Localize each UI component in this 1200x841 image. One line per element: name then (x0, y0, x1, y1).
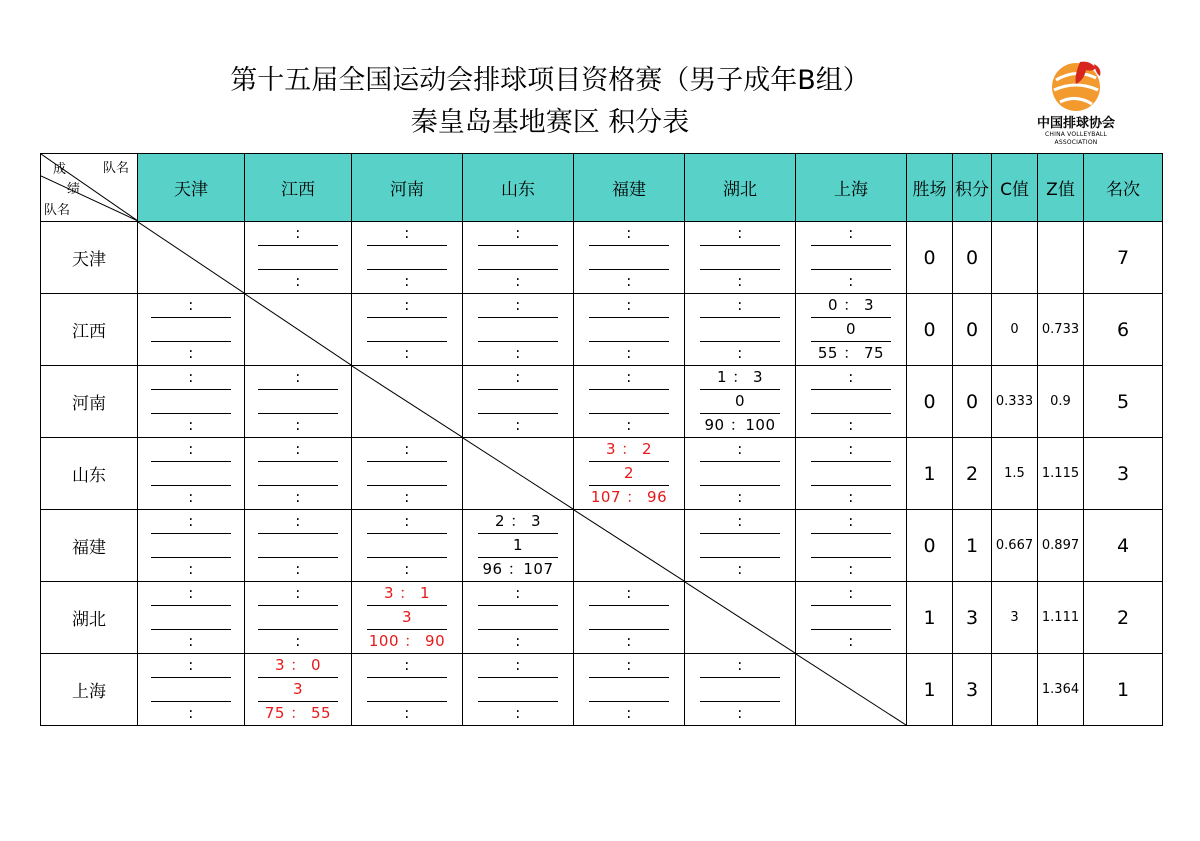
match-sets: 3 ： 0 (258, 654, 338, 678)
match-cell (685, 222, 796, 294)
match-points (151, 534, 231, 558)
column-header-stat: 名次 (1084, 154, 1163, 222)
match-result (258, 366, 338, 437)
table-row (41, 654, 1163, 726)
row-header-team: 福建 (41, 510, 138, 582)
match-score: : (737, 272, 743, 290)
match-score: 96 ：107 (482, 560, 554, 578)
column-header-team: 山东 (463, 154, 574, 222)
match-score: 75 ： 55 (264, 704, 332, 722)
match-cell (463, 366, 574, 438)
match-cell (138, 654, 245, 726)
z-value: 0.9 (1038, 366, 1084, 438)
table-row (41, 582, 1163, 654)
match-sets: : (811, 438, 891, 462)
c-value: 0 (992, 294, 1038, 366)
match-cell (685, 510, 796, 582)
column-header-stat: 积分 (953, 154, 992, 222)
match-sets: : (151, 654, 231, 678)
match-points: 3 (367, 606, 447, 630)
corner-header (41, 154, 138, 222)
c-value: 1.5 (992, 438, 1038, 510)
match-cell (463, 294, 574, 366)
match-result (258, 222, 338, 293)
wins-value: 0 (907, 222, 953, 294)
match-score: : (295, 272, 301, 290)
match-sets: : (258, 510, 338, 534)
match-score: : (188, 488, 194, 506)
standings-table (40, 153, 1163, 726)
match-result (478, 366, 558, 437)
match-sets: : (478, 366, 558, 390)
match-result (151, 438, 231, 509)
match-points (700, 462, 780, 486)
corner-team-top: 队名 (103, 161, 130, 176)
match-sets: : (589, 222, 669, 246)
column-header-team: 河南 (352, 154, 463, 222)
corner-cheng: 成 (53, 162, 67, 177)
volleyball-logo-icon (1046, 58, 1106, 114)
match-points (478, 390, 558, 414)
rank-value: 4 (1084, 510, 1163, 582)
match-cell (463, 654, 574, 726)
wins-value: 0 (907, 510, 953, 582)
match-score: : (404, 704, 410, 722)
match-score: : (737, 344, 743, 362)
match-score: : (188, 632, 194, 650)
match-sets: : (700, 294, 780, 318)
match-result (700, 222, 780, 293)
diagonal-line (245, 294, 351, 365)
match-cell (352, 582, 463, 654)
c-value (992, 654, 1038, 726)
match-result (367, 654, 447, 725)
points-value: 3 (953, 654, 992, 726)
match-sets: : (367, 438, 447, 462)
diagonal-line (574, 510, 684, 581)
match-score: : (626, 704, 632, 722)
match-result (589, 366, 669, 437)
match-points (589, 246, 669, 270)
match-points (478, 606, 558, 630)
match-score: : (515, 416, 521, 434)
match-score: : (515, 704, 521, 722)
match-sets: : (367, 222, 447, 246)
match-score: : (188, 416, 194, 434)
rank-value: 3 (1084, 438, 1163, 510)
match-points (367, 534, 447, 558)
match-points (811, 534, 891, 558)
match-points (258, 246, 338, 270)
match-score: : (295, 560, 301, 578)
match-result (589, 654, 669, 725)
self-match-cell (463, 438, 574, 510)
match-sets: : (589, 366, 669, 390)
match-result (811, 438, 891, 509)
match-cell (245, 654, 352, 726)
match-points: 2 (589, 462, 669, 486)
match-points (811, 246, 891, 270)
page-subtitle: 秦皇岛基地赛区 积分表 (410, 107, 690, 138)
match-cell (245, 510, 352, 582)
match-sets: : (700, 654, 780, 678)
match-result (258, 654, 338, 725)
match-cell (352, 654, 463, 726)
match-score: : (295, 416, 301, 434)
match-points: 0 (700, 390, 780, 414)
points-value: 2 (953, 438, 992, 510)
points-value: 0 (953, 366, 992, 438)
self-match-cell (574, 510, 685, 582)
match-points (478, 678, 558, 702)
match-result (151, 294, 231, 365)
match-result (367, 510, 447, 581)
match-score: : (295, 488, 301, 506)
match-points (589, 318, 669, 342)
z-value (1038, 222, 1084, 294)
match-cell (138, 366, 245, 438)
match-points (367, 318, 447, 342)
match-sets: : (589, 294, 669, 318)
match-score: : (626, 632, 632, 650)
match-cell (685, 294, 796, 366)
match-cell (138, 438, 245, 510)
match-result (478, 654, 558, 725)
match-cell (352, 294, 463, 366)
match-result (589, 582, 669, 653)
column-header-team: 天津 (138, 154, 245, 222)
match-result (811, 366, 891, 437)
column-header-team: 福建 (574, 154, 685, 222)
match-sets: : (258, 582, 338, 606)
table-row (41, 222, 1163, 294)
match-result (478, 294, 558, 365)
match-sets: 0 ： 3 (811, 294, 891, 318)
match-result (258, 438, 338, 509)
match-sets: : (151, 294, 231, 318)
c-value: 0.667 (992, 510, 1038, 582)
match-points (811, 462, 891, 486)
match-score: : (515, 344, 521, 362)
match-cell (796, 366, 907, 438)
match-cell (574, 222, 685, 294)
match-score: : (848, 272, 854, 290)
match-result (367, 294, 447, 365)
match-points (151, 390, 231, 414)
match-cell (574, 654, 685, 726)
wins-value: 0 (907, 294, 953, 366)
match-result (258, 510, 338, 581)
match-cell (574, 366, 685, 438)
column-header-team: 江西 (245, 154, 352, 222)
match-result (700, 510, 780, 581)
match-cell (463, 510, 574, 582)
match-sets: : (367, 294, 447, 318)
match-points (258, 606, 338, 630)
match-score: : (848, 632, 854, 650)
match-points (151, 462, 231, 486)
c-value (992, 222, 1038, 294)
match-cell (574, 294, 685, 366)
match-points (700, 318, 780, 342)
z-value: 1.364 (1038, 654, 1084, 726)
corner-team-bottom: 队名 (44, 203, 71, 218)
column-header-stat: C值 (992, 154, 1038, 222)
match-score: : (188, 704, 194, 722)
points-value: 3 (953, 582, 992, 654)
match-sets: : (589, 654, 669, 678)
match-result (811, 510, 891, 581)
match-cell (245, 366, 352, 438)
match-result (589, 438, 669, 509)
match-points (700, 246, 780, 270)
row-header-team: 湖北 (41, 582, 138, 654)
match-points (367, 678, 447, 702)
logo-cn-text: 中国排球协会 (1036, 116, 1115, 131)
rank-value: 5 (1084, 366, 1163, 438)
match-score: 90 ：100 (704, 416, 776, 434)
self-match-cell (245, 294, 352, 366)
match-sets: 3 ： 2 (589, 438, 669, 462)
match-sets: : (151, 438, 231, 462)
match-sets: : (811, 510, 891, 534)
self-match-cell (796, 654, 907, 726)
match-cell (352, 222, 463, 294)
match-cell (245, 438, 352, 510)
match-points (258, 390, 338, 414)
match-result (258, 582, 338, 653)
wins-value: 1 (907, 654, 953, 726)
match-result (478, 582, 558, 653)
match-result (367, 438, 447, 509)
match-result (700, 294, 780, 365)
page-title: 第十五届全国运动会排球项目资格赛（男子成年B组） (230, 65, 870, 96)
match-cell (796, 582, 907, 654)
match-score: : (404, 344, 410, 362)
match-sets: : (151, 510, 231, 534)
table-row (41, 510, 1163, 582)
match-score: : (404, 272, 410, 290)
match-result (478, 222, 558, 293)
match-cell (574, 438, 685, 510)
match-cell (685, 654, 796, 726)
match-sets: : (811, 222, 891, 246)
match-cell (685, 438, 796, 510)
match-score: 55 ： 75 (817, 344, 885, 362)
match-sets: : (700, 510, 780, 534)
c-value: 3 (992, 582, 1038, 654)
match-points (151, 606, 231, 630)
match-result (700, 654, 780, 725)
points-value: 0 (953, 294, 992, 366)
match-score: : (848, 416, 854, 434)
match-result (811, 222, 891, 293)
diagonal-line (352, 366, 462, 437)
match-result (811, 582, 891, 653)
z-value: 0.897 (1038, 510, 1084, 582)
table-row (41, 438, 1163, 510)
match-points (700, 678, 780, 702)
match-points (589, 678, 669, 702)
match-cell (796, 438, 907, 510)
match-cell (463, 582, 574, 654)
diagonal-line (138, 222, 244, 293)
match-points (811, 606, 891, 630)
match-sets: : (367, 510, 447, 534)
match-cell (352, 438, 463, 510)
match-result (589, 294, 669, 365)
match-points (589, 606, 669, 630)
match-score: : (188, 560, 194, 578)
table-row (41, 294, 1163, 366)
match-points: 3 (258, 678, 338, 702)
match-sets: : (589, 582, 669, 606)
match-sets: 2 ： 3 (478, 510, 558, 534)
z-value: 1.111 (1038, 582, 1084, 654)
match-cell (138, 510, 245, 582)
match-sets: : (478, 654, 558, 678)
row-header-team: 江西 (41, 294, 138, 366)
match-cell (796, 294, 907, 366)
rank-value: 6 (1084, 294, 1163, 366)
match-result (478, 510, 558, 581)
match-points (258, 462, 338, 486)
match-sets: : (700, 222, 780, 246)
match-cell (463, 222, 574, 294)
match-sets: : (478, 222, 558, 246)
z-value: 0.733 (1038, 294, 1084, 366)
self-match-cell (685, 582, 796, 654)
match-sets: : (258, 366, 338, 390)
diagonal-line (463, 438, 573, 509)
header-row (41, 154, 1163, 222)
match-score: : (626, 416, 632, 434)
match-cell (796, 510, 907, 582)
row-header-team: 上海 (41, 654, 138, 726)
rank-value: 7 (1084, 222, 1163, 294)
row-header-team: 天津 (41, 222, 138, 294)
match-sets: : (151, 582, 231, 606)
match-result (367, 582, 447, 653)
match-cell (352, 510, 463, 582)
match-score: : (737, 704, 743, 722)
row-header-team: 河南 (41, 366, 138, 438)
match-points (811, 390, 891, 414)
match-sets: : (367, 654, 447, 678)
match-points (151, 678, 231, 702)
column-header-team: 上海 (796, 154, 907, 222)
match-result (700, 366, 780, 437)
match-score: : (515, 632, 521, 650)
match-score: : (737, 560, 743, 578)
match-score: : (626, 344, 632, 362)
match-sets: : (478, 582, 558, 606)
match-score: 100 ： 90 (368, 632, 446, 650)
match-points (478, 246, 558, 270)
match-score: : (295, 632, 301, 650)
diagonal-line (685, 582, 795, 653)
corner-ji: 绩 (67, 182, 81, 197)
diagonal-line (796, 654, 906, 725)
match-sets: 3 ： 1 (367, 582, 447, 606)
match-points (478, 318, 558, 342)
association-logo (1028, 58, 1124, 148)
table-row (41, 366, 1163, 438)
logo-en-text: CHINA VOLLEYBALL ASSOCIATION (1045, 131, 1107, 146)
match-score: : (626, 272, 632, 290)
points-value: 0 (953, 222, 992, 294)
match-points (151, 318, 231, 342)
rank-value: 1 (1084, 654, 1163, 726)
match-sets: : (478, 294, 558, 318)
match-cell (138, 582, 245, 654)
column-header-team: 湖北 (685, 154, 796, 222)
match-points (258, 534, 338, 558)
match-result (151, 582, 231, 653)
match-cell (574, 582, 685, 654)
match-points (367, 246, 447, 270)
match-result (151, 366, 231, 437)
match-cell (138, 294, 245, 366)
match-cell (245, 582, 352, 654)
rank-value: 2 (1084, 582, 1163, 654)
match-sets: : (700, 438, 780, 462)
points-value: 1 (953, 510, 992, 582)
match-score: : (188, 344, 194, 362)
match-score: : (848, 560, 854, 578)
match-cell (685, 366, 796, 438)
z-value: 1.115 (1038, 438, 1084, 510)
wins-value: 0 (907, 366, 953, 438)
match-sets: : (151, 366, 231, 390)
row-header-team: 山东 (41, 438, 138, 510)
match-score: : (404, 560, 410, 578)
self-match-cell (138, 222, 245, 294)
match-result (589, 222, 669, 293)
match-result (151, 654, 231, 725)
match-points (367, 462, 447, 486)
match-cell (245, 222, 352, 294)
match-score: : (737, 488, 743, 506)
c-value: 0.333 (992, 366, 1038, 438)
match-result (151, 510, 231, 581)
match-result (700, 438, 780, 509)
match-sets: 1 ： 3 (700, 366, 780, 390)
match-sets: : (258, 222, 338, 246)
match-score: : (848, 488, 854, 506)
match-sets: : (258, 438, 338, 462)
match-result (811, 294, 891, 365)
match-points (589, 390, 669, 414)
match-points (700, 534, 780, 558)
match-points: 0 (811, 318, 891, 342)
match-score: : (515, 272, 521, 290)
self-match-cell (352, 366, 463, 438)
match-score: : (404, 488, 410, 506)
match-score: 107 ： 96 (590, 488, 668, 506)
column-header-stat: 胜场 (907, 154, 953, 222)
match-result (367, 222, 447, 293)
match-cell (796, 222, 907, 294)
match-sets: : (811, 366, 891, 390)
wins-value: 1 (907, 438, 953, 510)
column-header-stat: Z值 (1038, 154, 1084, 222)
match-sets: : (811, 582, 891, 606)
wins-value: 1 (907, 582, 953, 654)
match-points: 1 (478, 534, 558, 558)
